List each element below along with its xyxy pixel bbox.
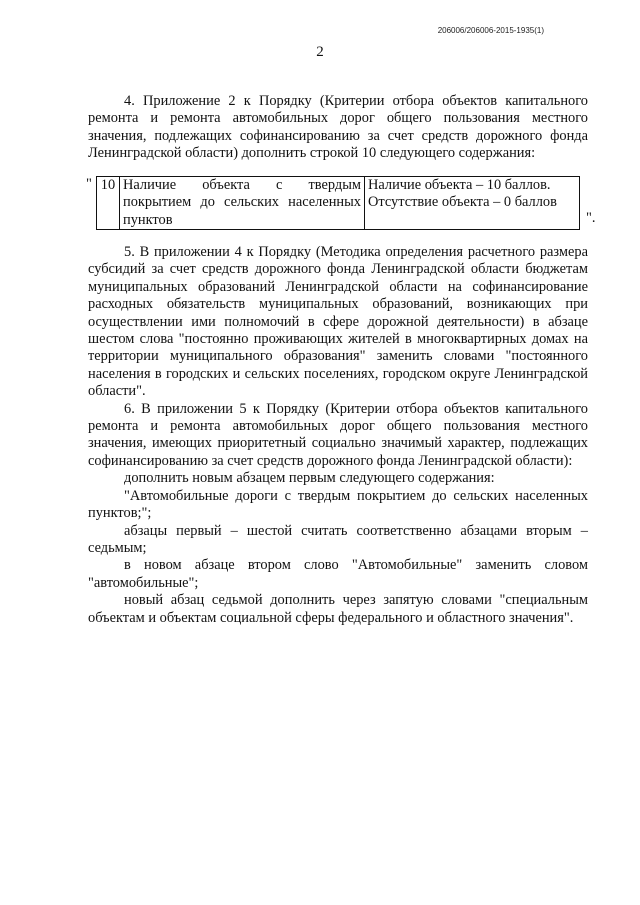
paragraph-add-new: дополнить новым абзацем первым следующего содержания: <box>124 470 495 487</box>
paragraph-item-6: 6. В приложении 5 к Порядку (Критерии отбора объектов капитального ремонта и ремонта автомобильных дорог общего пользования местного значения, имеющих приоритетный социально значимый характер, подлежащих софинансированию за счет средств дорожного фонда Ленинградской области): <box>88 400 588 469</box>
table-open-quote: " <box>86 176 92 192</box>
table-row <box>97 177 580 230</box>
items-5-6-section <box>88 244 588 627</box>
paragraph-renumber: абзацы первый – шестой считать соответственно абзацами вторым – седьмым; <box>88 522 588 556</box>
score-line-absent: Отсутствие объекта – 0 баллов <box>368 194 557 211</box>
paragraph-new-text: "Автомобильные дороги с твердым покрытием до сельских населенных пунктов;"; <box>88 487 588 522</box>
row-number-cell: 10 <box>97 177 120 230</box>
criterion-cell: Наличие объекта с твердым покрытием до сельских населенных пунктов <box>120 177 365 230</box>
inserted-criteria-table <box>96 176 580 230</box>
paragraph-append-seventh: новый абзац седьмой дополнить через запятую словами "специальным объектам и объектам социальной сферы федерального и областного значения". <box>88 592 588 626</box>
paragraph-item-4: 4. Приложение 2 к Порядку (Критерии отбора объектов капитального ремонта и ремонта автомобильных дорог общего пользования местного значения, подлежащих софинансированию за счет средств дорожного фонда Ленинградской области) дополнить строкой 10 следующего содержания: <box>88 93 588 162</box>
item-4-section <box>88 93 588 163</box>
score-line-present: Наличие объекта – 10 баллов. <box>368 177 551 193</box>
scores-cell <box>365 177 580 230</box>
paragraph-item-5: 5. В приложении 4 к Порядку (Методика определения расчетного размера субсидий за счет средств дорожного фонда Ленинградской области бюджетам муниципальных образований Ленинградской области на софинансирование расходных обязательств муниципальных образований, возникающих при осуществлении ими полномочий в сфере дорожной деятельности) в абзаце шестом слова "постоянно проживающих жителей в многоквартирных домах на территории муниципального образования" заменить словами "постоянного населения в городских и сельских поселениях, городском округе Ленинградской области". <box>88 244 588 400</box>
paragraph-replace-word: в новом абзаце втором слово "Автомобильные" заменить словом "автомобильные"; <box>88 557 588 591</box>
page-number: 2 <box>316 44 324 60</box>
table-close-quote: ". <box>586 210 596 226</box>
document-id: 206006/206006-2015-1935(1) <box>437 26 544 35</box>
